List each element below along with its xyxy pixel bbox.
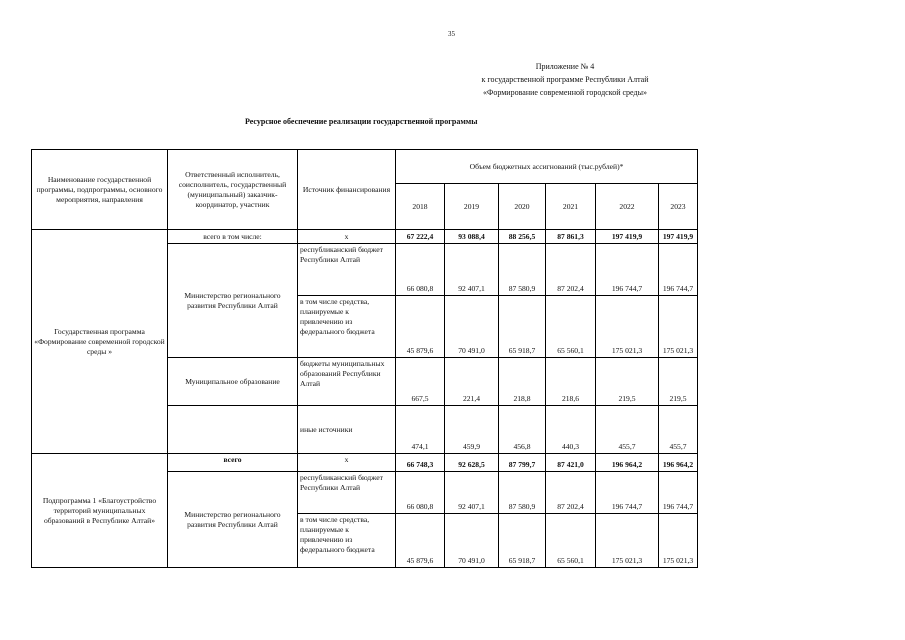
- program-total-label: всего в том числе:: [168, 230, 298, 244]
- program-other-value: 456,8: [499, 406, 546, 454]
- program-federal-value: 70 491,0: [445, 296, 499, 358]
- header-row-1: [32, 150, 698, 184]
- program-total-value: 88 256,5: [499, 230, 546, 244]
- program-mun-budget-source: бюджеты муниципальных образований Республики Алтай: [298, 358, 396, 406]
- subprogram-rep-budget-value: 87 580,9: [499, 472, 546, 514]
- subprogram-rep-budget-value: 196 744,7: [596, 472, 659, 514]
- program-total-value: 67 222,4: [396, 230, 445, 244]
- page-number: 35: [448, 30, 455, 38]
- subprogram-total-source: х: [298, 454, 396, 472]
- program-other-value: 440,3: [546, 406, 596, 454]
- program-municipal: Муниципальное образование: [168, 358, 298, 406]
- program-federal-value: 65 918,7: [499, 296, 546, 358]
- program-rep-budget-value: 92 407,1: [445, 244, 499, 296]
- program-other-value: 455,7: [596, 406, 659, 454]
- program-total-value: 93 088,4: [445, 230, 499, 244]
- header-executor: Ответственный исполнитель, соисполнитель, государственный (муниципальный) заказчик-координатор, участник: [168, 150, 298, 230]
- program-total-value: 197 419,9: [659, 230, 698, 244]
- header-budget: Объем бюджетных ассигнований (тыс.рублей)*: [396, 150, 698, 184]
- subprogram-ministry: Министерство регионального развития Республики Алтай: [168, 472, 298, 568]
- program-total-value: 197 419,9: [596, 230, 659, 244]
- program-rep-budget-value: 66 080,8: [396, 244, 445, 296]
- program-federal-value: 175 021,3: [596, 296, 659, 358]
- program-other-value: 474,1: [396, 406, 445, 454]
- program-federal-value: 65 560,1: [546, 296, 596, 358]
- header-name: Наименование государственной программы, подпрограммы, основного мероприятия, направления: [32, 150, 168, 230]
- header-source: Источник финансирования: [298, 150, 396, 230]
- program-total-value: 87 861,3: [546, 230, 596, 244]
- subprogram-federal-value: 70 491,0: [445, 514, 499, 568]
- program-other-value: 459,9: [445, 406, 499, 454]
- subprogram-rep-budget-value: 66 080,8: [396, 472, 445, 514]
- program-total-source: х: [298, 230, 396, 244]
- appendix-line-2: к государственной программе Республики Алтай: [481, 75, 649, 84]
- program-ministry: Министерство регионального развития Республики Алтай: [168, 244, 298, 358]
- program-rep-budget-value: 87 580,9: [499, 244, 546, 296]
- subprogram-total-value: 196 964,2: [596, 454, 659, 472]
- program-mun-value: 221,4: [445, 358, 499, 406]
- subprogram-total-value: 87 799,7: [499, 454, 546, 472]
- program-federal-source: в том числе средства, планируемые к привлечению из федерального бюджета: [298, 296, 396, 358]
- program-rep-budget-value: 196 744,7: [659, 244, 698, 296]
- subprogram-total-value: 66 748,3: [396, 454, 445, 472]
- subprogram-total-label: всего: [168, 454, 298, 472]
- program-total-row: [32, 230, 698, 244]
- program-name: Государственная программа «Формирование современной городской среды »: [32, 230, 168, 454]
- subprogram-federal-value: 65 560,1: [546, 514, 596, 568]
- year-header: 2019: [445, 184, 499, 230]
- subprogram-federal-value: 65 918,7: [499, 514, 546, 568]
- appendix-line-3: «Формирование современной городской среды»: [483, 88, 647, 97]
- year-header: 2018: [396, 184, 445, 230]
- subprogram-federal-value: 45 879,6: [396, 514, 445, 568]
- subprogram-total-value: 87 421,0: [546, 454, 596, 472]
- subprogram-total-row: [32, 454, 698, 472]
- program-mun-value: 219,5: [659, 358, 698, 406]
- program-mun-value: 218,8: [499, 358, 546, 406]
- subprogram-federal-value: 175 021,3: [596, 514, 659, 568]
- program-other-executor: [168, 406, 298, 454]
- program-mun-value: 667,5: [396, 358, 445, 406]
- program-federal-value: 45 879,6: [396, 296, 445, 358]
- subprogram-rep-budget-value: 92 407,1: [445, 472, 499, 514]
- year-header: 2023: [659, 184, 698, 230]
- subprogram-federal-source: в том числе средства, планируемые к привлечению из федерального бюджета: [298, 514, 396, 568]
- subprogram-rep-budget-value: 196 744,7: [659, 472, 698, 514]
- year-header: 2021: [546, 184, 596, 230]
- subprogram-total-value: 92 628,5: [445, 454, 499, 472]
- program-rep-budget-value: 196 744,7: [596, 244, 659, 296]
- document-title: Ресурсное обеспечение реализации государственной программы: [245, 117, 478, 126]
- subprogram-rep-budget-source: республиканский бюджет Республики Алтай: [298, 472, 396, 514]
- program-rep-budget-value: 87 202,4: [546, 244, 596, 296]
- year-header: 2022: [596, 184, 659, 230]
- program-other-source: иные источники: [298, 406, 396, 454]
- program-mun-value: 219,5: [596, 358, 659, 406]
- subprogram-federal-value: 175 021,3: [659, 514, 698, 568]
- program-federal-value: 175 021,3: [659, 296, 698, 358]
- subprogram-total-value: 196 964,2: [659, 454, 698, 472]
- appendix-caption: [430, 60, 700, 99]
- subprogram-rep-budget-value: 87 202,4: [546, 472, 596, 514]
- year-header: 2020: [499, 184, 546, 230]
- program-mun-value: 218,6: [546, 358, 596, 406]
- appendix-line-1: Приложение № 4: [535, 62, 595, 71]
- program-other-value: 455,7: [659, 406, 698, 454]
- resource-table: [31, 149, 698, 568]
- program-rep-budget-source: республиканский бюджет Республики Алтай: [298, 244, 396, 296]
- subprogram-name: Подпрограмма 1 «Благоустройство территорий муниципальных образований в Республике Алтай»: [32, 454, 168, 568]
